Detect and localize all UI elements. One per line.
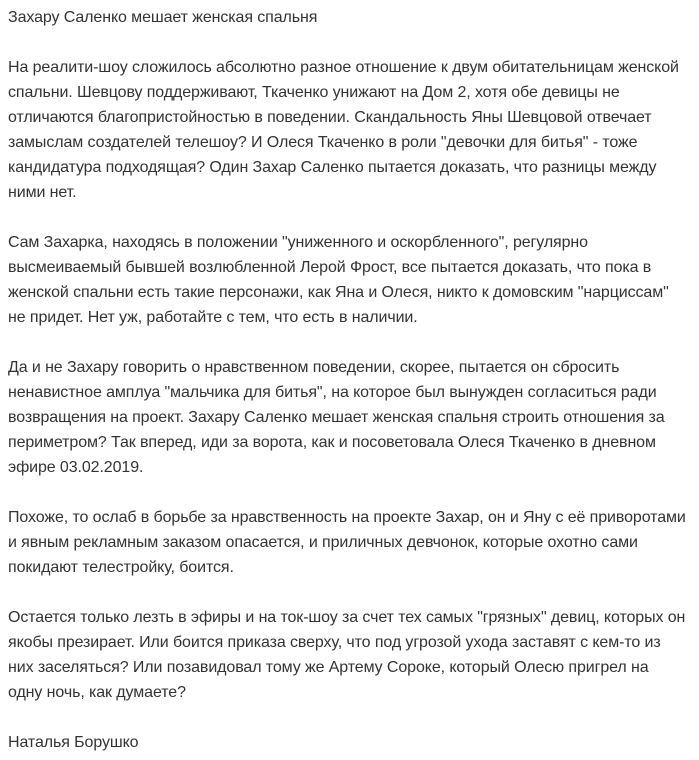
article-paragraph-2: Сам Захарка, находясь в положении "униженного и оскорбленного", регулярно высмеиваемый бывшей возлюбленной Лерой Фрост, все пытается доказать, что пока в женской спальни есть такие персонажи, как Яна и Олеся, никто к домовским "нарциссам" не придет. Нет уж, работайте с тем, что есть в наличии. [8,234,669,326]
article-paragraph-5: Остается только лезть в эфиры и на ток-шоу за счет тех самых "грязных" девиц, которых он якобы презирает. Или боится приказа сверху, что под угрозой ухода заставят с кем-то из них заселяться? Или позавидовал тому же Артему Сороке, который Олесю пригрел на одну ночь, как думаете? [8,609,686,701]
article [8,5,687,755]
article-title: Захару Саленко мешает женская спальня [8,9,318,26]
article-paragraph-4: Похоже, то ослаб в борьбе за нравственность на проекте Захар, он и Яну с её приворотами и явным рекламным заказом опасается, и приличных девчонок, которые охотно сами покидают телестройку, боится. [8,509,686,576]
article-paragraph-3: Да и не Захару говорить о нравственном поведении, скорее, пытается он сбросить ненавистное амплуа "мальчика для битья", на которое был вынужден согласиться ради возвращения на проект. Захару Саленко мешает женская спальня строить отношения за периметром? Так вперед, иди за ворота, как и посоветовала Олеся Ткаченко в дневном эфире 03.02.2019. [8,359,665,476]
author-byline: Наталья Борушко [8,734,139,751]
article-paragraph-1: На реалити-шоу сложилось абсолютно разное отношение к двум обитательницам женской спальни. Шевцову поддерживают, Ткаченко унижают на Дом 2, хотя обе девицы не отличаются благопристойностью в поведении. Скандальность Яны Шевцовой отвечает замыслам создателей телешоу? И Олеся Ткаченко в роли "девочки для битья" - тоже кандидатура подходящая? Один Захар Саленко пытается доказать, что разницы между ними нет. [8,59,679,201]
